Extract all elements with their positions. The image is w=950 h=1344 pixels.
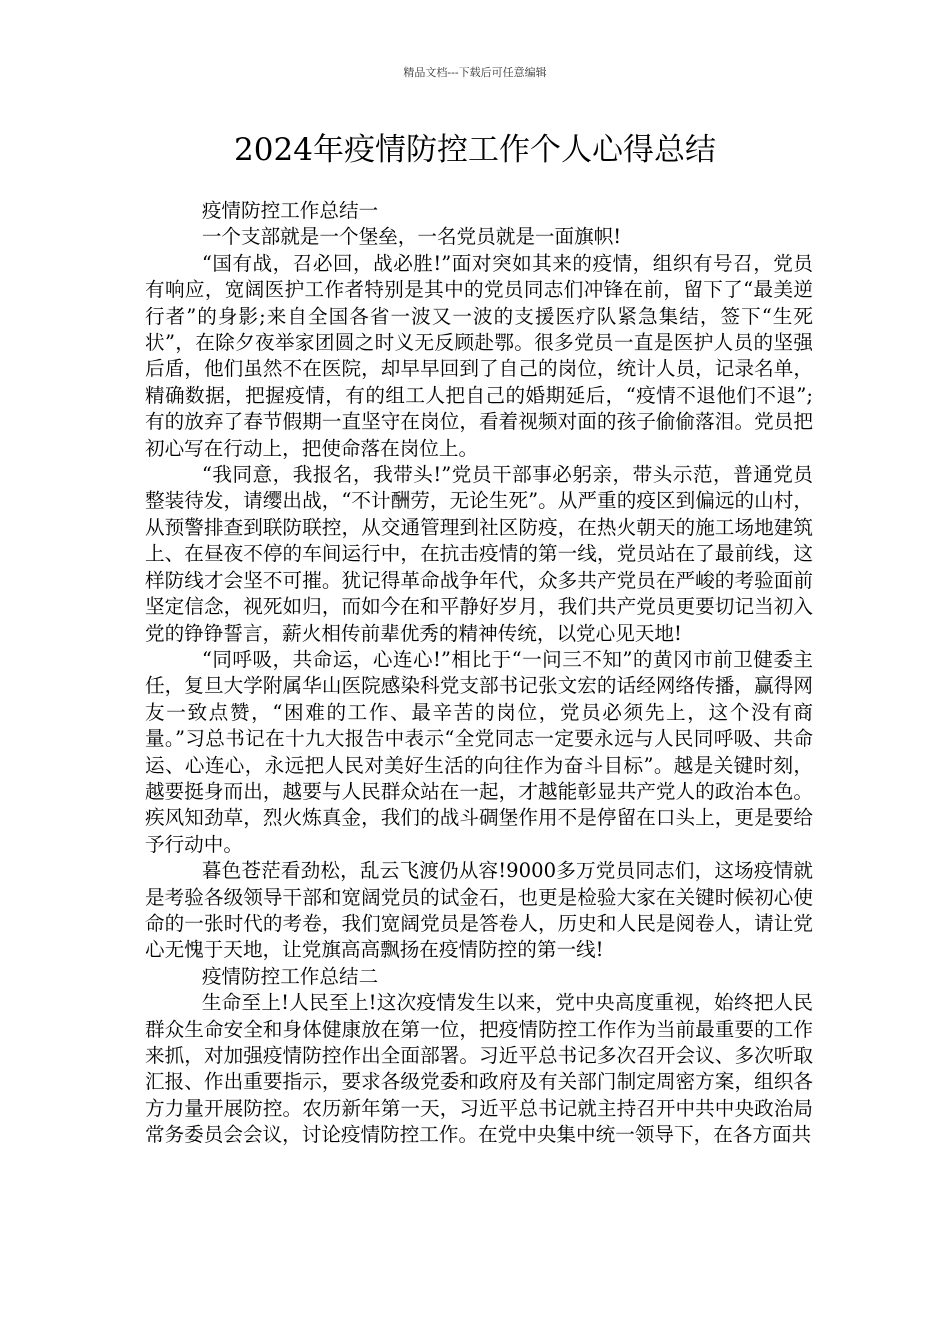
paragraph: “国有战，召必回，战必胜!”面对突如其来的疫情，组织有号召，党员有响应，宽阔医护工作者特别是其中的党员同志们冲锋在前，留下了“最美逆行者”的身影;来自全国各省一波又一波的支援医疗队紧急集结，签下“生死状”，在除夕夜举家团圆之时义无反顾赴鄂。很多党员一直是医护人员的坚强后盾，他们虽然不在医院，却早早回到了自己的岗位，统计人员，记录名单，精确数据，把握疫情，有的组工人把自己的婚期延后，“疫情不退他们不退”;有的放弃了春节假期一直坚守在岗位，看着视频对面的孩子偷偷落泪。党员把初心写在行动上，把使命落在岗位上。 bbox=[145, 251, 813, 460]
document-title: 2024年疫情防控工作个人心得总结 bbox=[234, 132, 716, 168]
paragraph: 暮色苍茫看劲松，乱云飞渡仍从容!9000多万党员同志们，这场疫情就是考验各级领导干部和宽阔党员的试金石，也更是检验大家在关键时候初心使命的一张时代的考卷，我们宽阔党员是答卷人，历史和人民是阅卷人，请让党心无愧于天地，让党旗高高飘扬在疫情防控的第一线! bbox=[145, 859, 813, 962]
paragraph: “同呼吸，共命运，心连心!”相比于“一问三不知”的黄冈市前卫健委主任，复旦大学附属华山医院感染科党支部书记张文宏的话经网络传播，赢得网友一致点赞，“困难的工作、最辛苦的岗位，党员必须先上，这个没有商量。”习总书记在十九大报告中表示“全党同志一定要永远与人民同呼吸、共命运、心连心，永远把人民对美好生活的向往作为奋斗目标”。越是关键时刻，越要挺身而出，越要与人民群众站在一起，才越能彰显共产党人的政治本色。疾风知劲草，烈火炼真金，我们的战斗碉堡作用不是停留在口头上，更是要给予行动中。 bbox=[145, 647, 813, 856]
page-header-note: 精品文档---下载后可任意编辑 bbox=[403, 66, 547, 79]
paragraph: 生命至上!人民至上!这次疫情发生以来，党中央高度重视，始终把人民群众生命安全和身体健康放在第一位，把疫情防控工作作为当前最重要的工作来抓，对加强疫情防控作出全面部署。习近平总书记多次召开会议、多次听取汇报、作出重要指示，要求各级党委和政府及有关部门制定周密方案，组织各方力量开展防控。农历新年第一天，习近平总书记就主持召开中共中央政治局常务委员会会议，讨论疫情防控工作。在党中央集中统一领导下，在各方面共 bbox=[145, 991, 813, 1147]
section-heading-2: 疫情防控工作总结二 bbox=[201, 964, 379, 988]
document-body bbox=[145, 198, 813, 1149]
paragraph: 一个支部就是一个堡垒，一名党员就是一面旗帜! bbox=[201, 225, 622, 249]
section-heading-1: 疫情防控工作总结一 bbox=[201, 199, 379, 222]
paragraph: “我同意，我报名，我带头!”党员干部事必躬亲，带头示范，普通党员整装待发，请缨出战，“不计酬劳，无论生死”。从严重的疫区到偏远的山村，从预警排查到联防联控，从交通管理到社区防疫，在热火朝天的施工场地建筑上、在昼夜不停的车间运行中，在抗击疫情的第一线，党员站在了最前线，这样防线才会坚不可摧。犹记得革命战争年代，众多共产党员在严峻的考验面前坚定信念，视死如归，而如今在和平静好岁月，我们共产党员更要切记当初入党的铮铮誓言，薪火相传前辈优秀的精神传统，以党心见天地! bbox=[145, 463, 813, 645]
